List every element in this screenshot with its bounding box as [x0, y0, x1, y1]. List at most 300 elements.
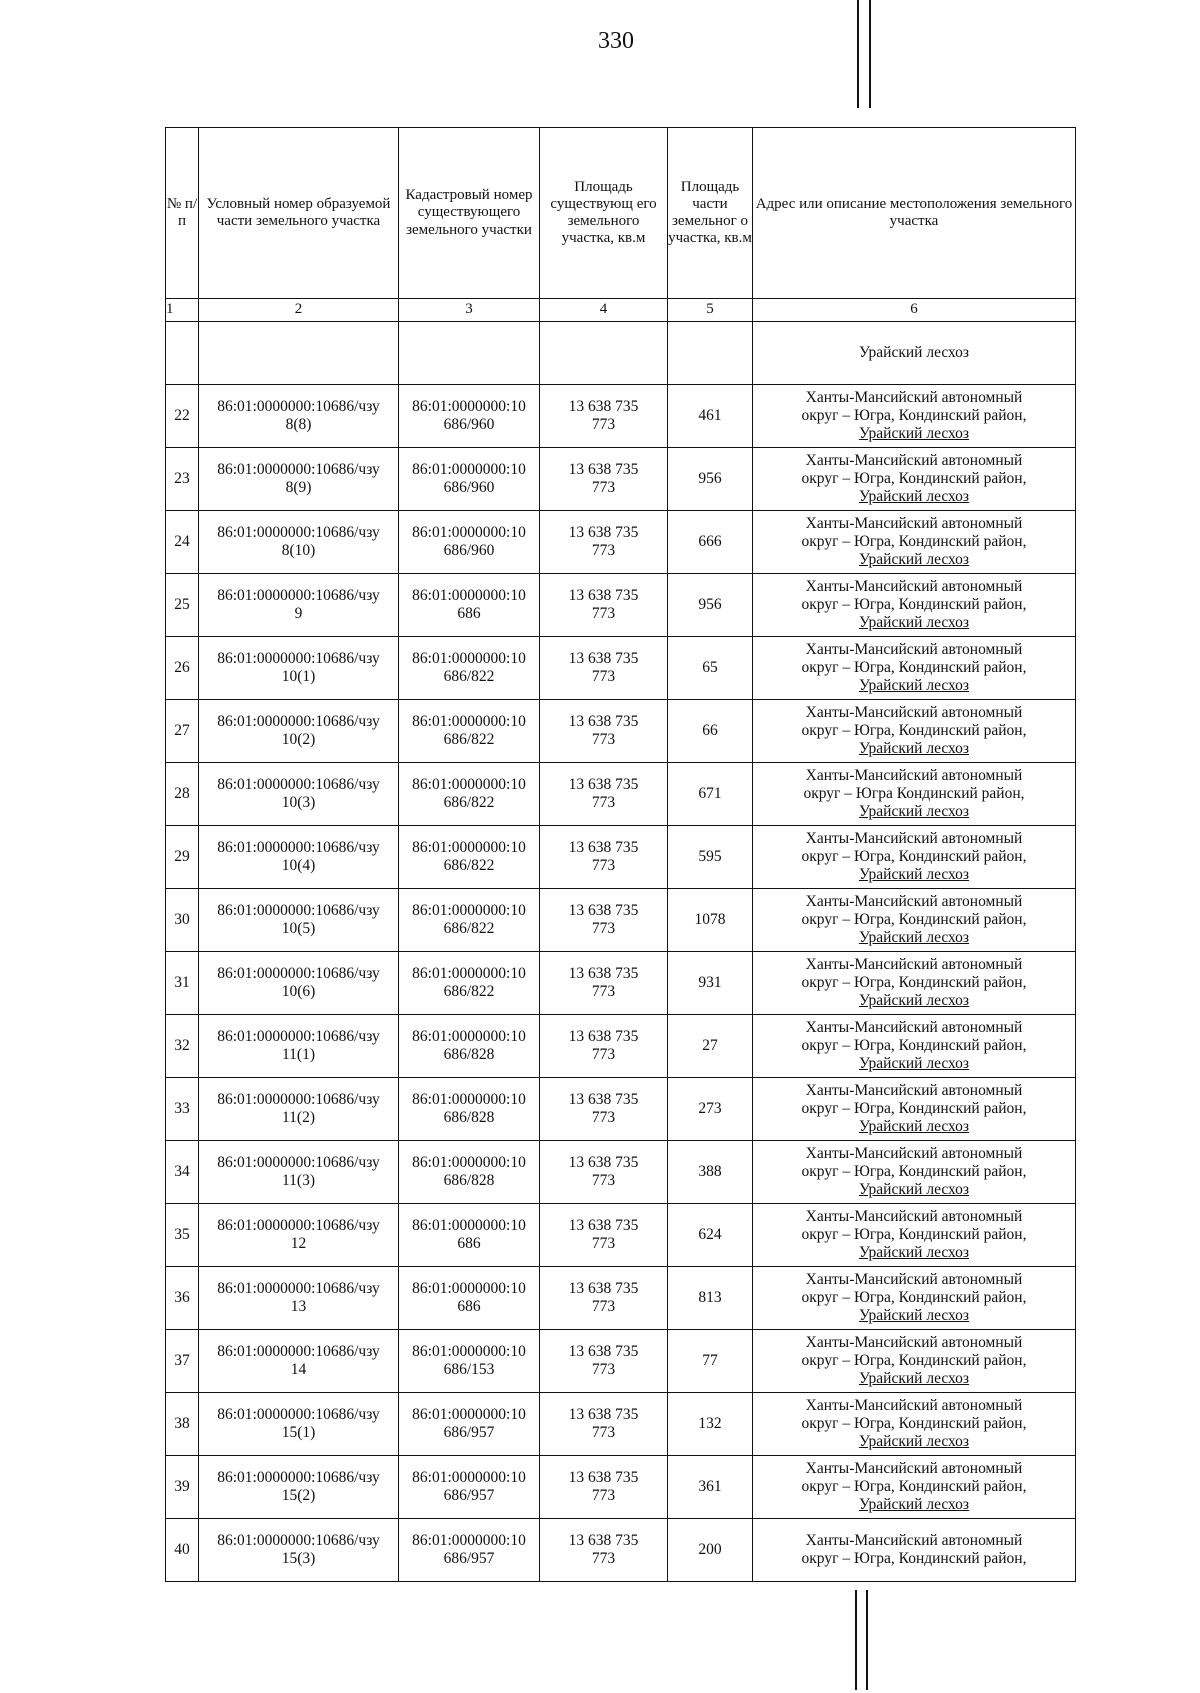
total-area-line: 13 638 735 [568, 1469, 639, 1487]
address-cell [753, 1204, 1076, 1267]
cadastral-number-cell [399, 637, 540, 700]
part-number-cell [199, 1078, 399, 1141]
cadastral-number-line: 86:01:0000000:10 [412, 1091, 526, 1109]
address-line: округ – Югра, Кондинский район, [801, 974, 1027, 992]
part-number-suffix: 8(10) [281, 542, 316, 559]
part-number-cell [199, 1330, 399, 1393]
header-part-area: Площадь части земельног о участка, кв.м [668, 128, 753, 299]
part-number-line: 86:01:0000000:10686/чзу [217, 1028, 380, 1046]
cadastral-number-cell [399, 1141, 540, 1204]
total-area-line: 773 [591, 1172, 616, 1189]
row-number: 40 [166, 1519, 199, 1582]
cadastral-number-cell [399, 1078, 540, 1141]
cadastral-number-line: 86:01:0000000:10 [412, 1028, 526, 1046]
part-number-line: 86:01:0000000:10686/чзу [217, 1406, 380, 1424]
cadastral-number-suffix: 686 [457, 1298, 481, 1315]
part-number-line: 86:01:0000000:10686/чзу [217, 902, 380, 920]
total-area-line: 773 [591, 1235, 616, 1252]
cadastral-number-line: 86:01:0000000:10 [412, 1343, 526, 1361]
address-cell [753, 1519, 1076, 1582]
part-number-cell [199, 448, 399, 511]
cadastral-number-cell [399, 574, 540, 637]
cadastral-number-suffix: 686/957 [443, 1487, 495, 1504]
total-area-cell [540, 1015, 668, 1078]
address-line: округ – Югра, Кондинский район, [801, 533, 1027, 551]
total-area-cell [540, 385, 668, 448]
cadastral-number-cell [399, 826, 540, 889]
total-area-line: 13 638 735 [568, 1217, 639, 1235]
cadastral-number-line: 86:01:0000000:10 [412, 650, 526, 668]
continuation-row [166, 322, 1076, 385]
address-line: Ханты-Мансийский автономный [805, 1334, 1023, 1352]
total-area-line: 773 [591, 1109, 616, 1126]
part-number-cell [199, 1456, 399, 1519]
total-area-line: 13 638 735 [568, 1343, 639, 1361]
address-line: Урайский лесхоз [858, 1369, 970, 1387]
part-number-line: 86:01:0000000:10686/чзу [217, 1343, 380, 1361]
address-cell [753, 1141, 1076, 1204]
address-line: Ханты-Мансийский автономный [805, 767, 1023, 785]
part-area-cell: 931 [668, 952, 753, 1015]
column-number: 5 [668, 299, 753, 322]
address-line: округ – Югра, Кондинский район, [801, 1100, 1027, 1118]
total-area-line: 13 638 735 [568, 650, 639, 668]
table-row [166, 1267, 1076, 1330]
address-line: Ханты-Мансийский автономный [805, 830, 1023, 848]
part-number-suffix: 10(2) [281, 731, 316, 748]
address-line: Ханты-Мансийский автономный [805, 893, 1023, 911]
cadastral-number-line: 86:01:0000000:10 [412, 839, 526, 857]
total-area-line: 13 638 735 [568, 524, 639, 542]
part-area-cell: 595 [668, 826, 753, 889]
part-area-cell: 132 [668, 1393, 753, 1456]
cadastral-number-cell [399, 700, 540, 763]
part-number-line: 86:01:0000000:10686/чзу [217, 650, 380, 668]
total-area-line: 773 [591, 920, 616, 937]
address-line: Ханты-Мансийский автономный [805, 578, 1023, 596]
address-line: округ – Югра, Кондинский район, [801, 911, 1027, 929]
row-number: 33 [166, 1078, 199, 1141]
total-area-line: 13 638 735 [568, 1091, 639, 1109]
part-area-cell: 1078 [668, 889, 753, 952]
total-area-line: 773 [591, 1424, 616, 1441]
total-area-line: 13 638 735 [568, 965, 639, 983]
cadastral-number-cell [399, 1393, 540, 1456]
part-number-suffix: 8(9) [285, 479, 312, 496]
part-area-cell: 956 [668, 574, 753, 637]
total-area-line: 773 [591, 731, 616, 748]
cadastral-number-line: 86:01:0000000:10 [412, 398, 526, 416]
part-number-line: 86:01:0000000:10686/чзу [217, 1469, 380, 1487]
cadastral-number-cell [399, 952, 540, 1015]
address-line: округ – Югра, Кондинский район, [801, 596, 1027, 614]
address-line: округ – Югра, Кондинский район, [801, 1226, 1027, 1244]
address-line: округ – Югра, Кондинский район, [801, 1289, 1027, 1307]
total-area-cell [540, 1078, 668, 1141]
part-number-cell [199, 385, 399, 448]
part-area-cell: 388 [668, 1141, 753, 1204]
column-number: 3 [399, 299, 540, 322]
total-area-cell [540, 1141, 668, 1204]
address-line: округ – Югра, Кондинский район, [801, 848, 1027, 866]
total-area-cell [540, 448, 668, 511]
address-line: Урайский лесхоз [858, 487, 970, 505]
part-number-suffix: 15(1) [281, 1424, 316, 1441]
total-area-line: 13 638 735 [568, 587, 639, 605]
header-number: № п/п [166, 128, 199, 299]
cadastral-number-cell [399, 448, 540, 511]
row-number: 23 [166, 448, 199, 511]
part-number-line: 86:01:0000000:10686/чзу [217, 587, 380, 605]
part-number-cell [199, 511, 399, 574]
total-area-line: 13 638 735 [568, 461, 639, 479]
total-area-cell [540, 1267, 668, 1330]
part-number-suffix: 10(4) [281, 857, 316, 874]
part-number-cell [199, 952, 399, 1015]
part-number-suffix: 12 [290, 1235, 307, 1252]
address-line: Ханты-Мансийский автономный [805, 1271, 1023, 1289]
cadastral-number-cell [399, 1267, 540, 1330]
cadastral-number-suffix: 686/822 [443, 857, 495, 874]
total-area-cell [540, 1330, 668, 1393]
row-number: 28 [166, 763, 199, 826]
address-line: округ – Югра, Кондинский район, [801, 722, 1027, 740]
address-line: Урайский лесхоз [858, 1306, 970, 1324]
table-row [166, 889, 1076, 952]
row-number: 32 [166, 1015, 199, 1078]
address-cell [753, 385, 1076, 448]
part-number-suffix: 9 [294, 605, 303, 622]
total-area-cell [540, 889, 668, 952]
cadastral-number-cell [399, 1015, 540, 1078]
part-area-cell: 671 [668, 763, 753, 826]
total-area-line: 13 638 735 [568, 1280, 639, 1298]
address-line: Ханты-Мансийский автономный [805, 515, 1023, 533]
total-area-line: 773 [591, 479, 616, 496]
address-line: Урайский лесхоз [858, 739, 970, 757]
cadastral-number-line: 86:01:0000000:10 [412, 776, 526, 794]
cadastral-number-line: 86:01:0000000:10 [412, 587, 526, 605]
address-line: округ – Югра, Кондинский район, [801, 1352, 1027, 1370]
total-area-line: 773 [591, 416, 616, 433]
part-number-line: 86:01:0000000:10686/чзу [217, 1280, 380, 1298]
cadastral-number-line: 86:01:0000000:10 [412, 1469, 526, 1487]
part-number-cell [199, 1204, 399, 1267]
address-line: Ханты-Мансийский автономный [805, 1145, 1023, 1163]
address-line: Урайский лесхоз [858, 676, 970, 694]
table-row [166, 1393, 1076, 1456]
table-row [166, 448, 1076, 511]
table-row [166, 1519, 1076, 1582]
part-number-cell [199, 574, 399, 637]
table-row [166, 952, 1076, 1015]
table-row [166, 385, 1076, 448]
address-line: округ – Югра, Кондинский район, [801, 1478, 1027, 1496]
row-number: 22 [166, 385, 199, 448]
part-number-cell [199, 1141, 399, 1204]
cadastral-number-suffix: 686/822 [443, 731, 495, 748]
address-line: Урайский лесхоз [858, 802, 970, 820]
address-line: Ханты-Мансийский автономный [805, 389, 1023, 407]
part-number-suffix: 10(1) [281, 668, 316, 685]
part-area-cell: 77 [668, 1330, 753, 1393]
address-line: округ – Югра, Кондинский район, [801, 470, 1027, 488]
table-row [166, 1204, 1076, 1267]
address-line: Урайский лесхоз [858, 1117, 970, 1135]
part-number-line: 86:01:0000000:10686/чзу [217, 1154, 380, 1172]
part-number-suffix: 13 [290, 1298, 307, 1315]
cadastral-number-suffix: 686 [457, 1235, 481, 1252]
scan-margin-line [866, 1590, 868, 1690]
part-area-cell: 27 [668, 1015, 753, 1078]
address-line: Ханты-Мансийский автономный [805, 1208, 1023, 1226]
header-row [166, 128, 1076, 299]
table-row [166, 700, 1076, 763]
address-line: Ханты-Мансийский автономный [805, 452, 1023, 470]
table-row [166, 1141, 1076, 1204]
total-area-cell [540, 763, 668, 826]
address-line: Урайский лесхоз [858, 865, 970, 883]
cadastral-number-line: 86:01:0000000:10 [412, 524, 526, 542]
table-row [166, 826, 1076, 889]
scan-margin-line [869, 0, 871, 108]
part-number-line: 86:01:0000000:10686/чзу [217, 965, 380, 983]
part-number-cell [199, 1015, 399, 1078]
total-area-line: 773 [591, 668, 616, 685]
part-number-suffix: 15(2) [281, 1487, 316, 1504]
address-line: Урайский лесхоз [858, 1054, 970, 1072]
part-number-cell [199, 637, 399, 700]
part-number-cell [199, 889, 399, 952]
table-row [166, 574, 1076, 637]
header-total-area: Площадь существующ его земельного участка, кв.м [540, 128, 668, 299]
address-line: Урайский лесхоз [858, 1243, 970, 1261]
column-number: 2 [199, 299, 399, 322]
cadastral-number-line: 86:01:0000000:10 [412, 1154, 526, 1172]
address-cell [753, 763, 1076, 826]
cadastral-number-line: 86:01:0000000:10 [412, 1280, 526, 1298]
part-number-line: 86:01:0000000:10686/чзу [217, 1091, 380, 1109]
cadastral-number-line: 86:01:0000000:10 [412, 713, 526, 731]
part-number-cell [199, 763, 399, 826]
address-cell [753, 1015, 1076, 1078]
total-area-line: 773 [591, 1046, 616, 1063]
table-row [166, 1330, 1076, 1393]
table-row [166, 1078, 1076, 1141]
cadastral-number-suffix: 686/960 [443, 542, 495, 559]
part-number-line: 86:01:0000000:10686/чзу [217, 839, 380, 857]
cadastral-number-line: 86:01:0000000:10 [412, 1406, 526, 1424]
part-number-suffix: 15(3) [281, 1550, 316, 1567]
cadastral-number-line: 86:01:0000000:10 [412, 1217, 526, 1235]
total-area-cell [540, 574, 668, 637]
address-line: Урайский лесхоз [858, 424, 970, 442]
address-cell [753, 637, 1076, 700]
part-area-cell: 461 [668, 385, 753, 448]
cadastral-number-suffix: 686/153 [443, 1361, 495, 1378]
total-area-line: 773 [591, 542, 616, 559]
address-line: округ – Югра Кондинский район, [803, 785, 1025, 803]
part-area-cell: 956 [668, 448, 753, 511]
part-area-cell: 273 [668, 1078, 753, 1141]
address-line: Урайский лесхоз [858, 928, 970, 946]
address-cell [753, 1078, 1076, 1141]
part-area-cell: 66 [668, 700, 753, 763]
table-row [166, 763, 1076, 826]
row-number: 26 [166, 637, 199, 700]
part-area-cell: 666 [668, 511, 753, 574]
address-cell [753, 952, 1076, 1015]
address-line: Урайский лесхоз [858, 613, 970, 631]
part-number-line: 86:01:0000000:10686/чзу [217, 1217, 380, 1235]
address-line: округ – Югра, Кондинский район, [801, 1037, 1027, 1055]
land-plot-table [165, 127, 1076, 1582]
total-area-line: 13 638 735 [568, 1532, 639, 1550]
part-number-suffix: 11(2) [282, 1109, 315, 1126]
cadastral-number-cell [399, 1330, 540, 1393]
part-number-suffix: 8(8) [285, 416, 312, 433]
cadastral-number-suffix: 686/828 [443, 1172, 495, 1189]
cadastral-number-line: 86:01:0000000:10 [412, 965, 526, 983]
address-cell [753, 889, 1076, 952]
part-number-suffix: 11(3) [282, 1172, 315, 1189]
total-area-cell [540, 700, 668, 763]
total-area-line: 13 638 735 [568, 776, 639, 794]
column-number: 1 [166, 299, 199, 322]
part-area-cell: 624 [668, 1204, 753, 1267]
scan-margin-line [855, 1590, 857, 1690]
total-area-line: 773 [591, 1298, 616, 1315]
part-number-line: 86:01:0000000:10686/чзу [217, 776, 380, 794]
address-line: Ханты-Мансийский автономный [805, 1397, 1023, 1415]
part-number-line: 86:01:0000000:10686/чзу [217, 1532, 380, 1550]
total-area-cell [540, 952, 668, 1015]
row-number: 37 [166, 1330, 199, 1393]
total-area-cell [540, 1456, 668, 1519]
address-line: Ханты-Мансийский автономный [805, 956, 1023, 974]
cadastral-number-cell [399, 1519, 540, 1582]
part-number-cell [199, 1393, 399, 1456]
row-number: 27 [166, 700, 199, 763]
cadastral-number-cell [399, 511, 540, 574]
total-area-line: 773 [591, 1487, 616, 1504]
part-number-cell [199, 1267, 399, 1330]
address-line: Ханты-Мансийский автономный [805, 704, 1023, 722]
table-row [166, 1015, 1076, 1078]
part-area-cell: 813 [668, 1267, 753, 1330]
cadastral-number-cell [399, 1204, 540, 1267]
part-number-cell [199, 700, 399, 763]
address-line: Урайский лесхоз [858, 991, 970, 1009]
address-line: Урайский лесхоз [858, 550, 970, 568]
total-area-line: 773 [591, 1550, 616, 1567]
continuation-address: Урайский лесхоз [753, 322, 1076, 385]
cadastral-number-cell [399, 1456, 540, 1519]
address-line: Урайский лесхоз [858, 1180, 970, 1198]
total-area-cell [540, 826, 668, 889]
address-cell [753, 1393, 1076, 1456]
cadastral-number-suffix: 686/960 [443, 479, 495, 496]
table-row [166, 1456, 1076, 1519]
total-area-cell [540, 1204, 668, 1267]
part-number-cell [199, 1519, 399, 1582]
address-line: округ – Югра, Кондинский район, [801, 1550, 1027, 1567]
address-cell [753, 574, 1076, 637]
column-number-row [166, 299, 1076, 322]
address-line: Урайский лесхоз [858, 1495, 970, 1513]
address-line: округ – Югра, Кондинский район, [801, 1415, 1027, 1433]
row-number: 38 [166, 1393, 199, 1456]
cadastral-number-cell [399, 385, 540, 448]
part-number-line: 86:01:0000000:10686/чзу [217, 461, 380, 479]
part-number-suffix: 11(1) [282, 1046, 315, 1063]
table-row [166, 511, 1076, 574]
row-number: 25 [166, 574, 199, 637]
row-number: 35 [166, 1204, 199, 1267]
scan-margin-line [857, 0, 859, 108]
total-area-cell [540, 511, 668, 574]
part-number-cell [199, 826, 399, 889]
cadastral-number-suffix: 686/828 [443, 1109, 495, 1126]
total-area-line: 13 638 735 [568, 1154, 639, 1172]
part-number-line: 86:01:0000000:10686/чзу [217, 398, 380, 416]
address-cell [753, 1330, 1076, 1393]
cadastral-number-suffix: 686/957 [443, 1550, 495, 1567]
address-line: округ – Югра, Кондинский район, [801, 1163, 1027, 1181]
row-number: 34 [166, 1141, 199, 1204]
total-area-cell [540, 637, 668, 700]
address-line: округ – Югра, Кондинский район, [801, 659, 1027, 677]
total-area-cell [540, 1519, 668, 1582]
part-number-suffix: 10(6) [281, 983, 316, 1000]
row-number: 36 [166, 1267, 199, 1330]
address-line: округ – Югра, Кондинский район, [801, 407, 1027, 425]
page-number: 330 [598, 28, 634, 54]
table-row [166, 637, 1076, 700]
address-cell [753, 700, 1076, 763]
address-line: Ханты-Мансийский автономный [805, 1460, 1023, 1478]
address-cell [753, 1267, 1076, 1330]
part-area-cell: 200 [668, 1519, 753, 1582]
cadastral-number-suffix: 686/960 [443, 416, 495, 433]
row-number: 31 [166, 952, 199, 1015]
cadastral-number-cell [399, 763, 540, 826]
cadastral-number-suffix: 686/822 [443, 920, 495, 937]
cadastral-number-cell [399, 889, 540, 952]
part-number-line: 86:01:0000000:10686/чзу [217, 524, 380, 542]
part-number-suffix: 14 [290, 1361, 307, 1378]
total-area-line: 13 638 735 [568, 902, 639, 920]
cadastral-number-suffix: 686 [457, 605, 481, 622]
cadastral-number-suffix: 686/822 [443, 794, 495, 811]
row-number: 30 [166, 889, 199, 952]
total-area-line: 773 [591, 1361, 616, 1378]
cadastral-number-suffix: 686/822 [443, 668, 495, 685]
total-area-line: 773 [591, 794, 616, 811]
row-number: 29 [166, 826, 199, 889]
address-cell [753, 826, 1076, 889]
total-area-line: 13 638 735 [568, 398, 639, 416]
total-area-line: 773 [591, 605, 616, 622]
total-area-line: 13 638 735 [568, 713, 639, 731]
address-cell [753, 1456, 1076, 1519]
header-address: Адрес или описание местоположения земельного участка [753, 128, 1076, 299]
total-area-line: 13 638 735 [568, 1028, 639, 1046]
cadastral-number-suffix: 686/828 [443, 1046, 495, 1063]
address-line: Ханты-Мансийский автономный [805, 641, 1023, 659]
address-line: Ханты-Мансийский автономный [805, 1082, 1023, 1100]
column-number: 4 [540, 299, 668, 322]
